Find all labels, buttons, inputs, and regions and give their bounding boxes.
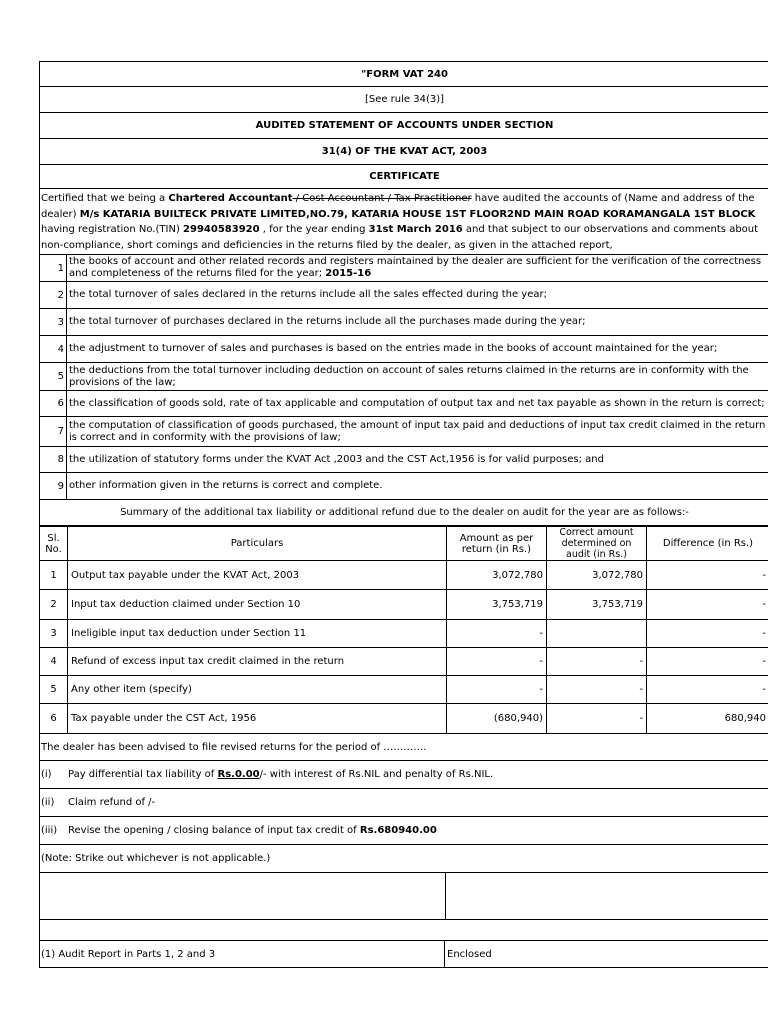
note-line: (Note: Strike out whichever is not applicable.) xyxy=(39,845,768,873)
row-correct xyxy=(547,620,647,648)
enclosure-status: Enclosed xyxy=(447,948,492,960)
item-text: the utilization of statutory forms under the KVAT Act ,2003 and the CST Act,1956 is for valid purposes; and xyxy=(69,453,604,465)
summary-header-row xyxy=(40,527,768,561)
row-sl: 4 xyxy=(40,648,68,676)
statement-title-1: AUDITED STATEMENT OF ACCOUNTS UNDER SECTION xyxy=(39,113,768,139)
certificate-text: Certified that we being a Chartered Accountant / Cost Accountant / Tax Practitioner have audited the accounts of (Name and address of the dealer) M/s KATARIA BUILTECK PRIVATE LIMITED,NO.79, KATARIA HOUSE 1ST FLOOR2ND MAIN ROAD KORAMANGALA 1ST BLOCK having registration No.(TIN) 29940583920 , for the year ending 31st March 2016 and that subject to our observations and comments about non-compliance, short comings and deficiencies in the returns filed by the dealer, as given in the attached report, xyxy=(39,189,768,255)
row-sl: 6 xyxy=(40,704,68,734)
item-number: 1 xyxy=(40,255,67,281)
action-text: Claim refund of /- xyxy=(68,797,156,808)
advice-line: The dealer has been advised to file revised returns for the period of …………. xyxy=(39,734,768,761)
row-difference: - xyxy=(647,676,768,704)
row-particular: Any other item (specify) xyxy=(68,676,447,704)
blank-row xyxy=(39,920,768,941)
action-text: Revise the opening / closing balance of input tax credit of Rs.680940.00 xyxy=(68,825,437,836)
row-particular: Ineligible input tax deduction under Section 11 xyxy=(68,620,447,648)
item-text: the total turnover of purchases declared in the returns include all the purchases made during the year; xyxy=(69,316,586,327)
col-particulars: Particulars xyxy=(68,527,447,561)
summary-row xyxy=(40,676,768,704)
item-number: 4 xyxy=(40,336,67,362)
signature-cell-right xyxy=(446,873,768,919)
action-text: Pay differential tax liability of Rs.0.00/- with interest of Rs.NIL and penalty of Rs.NIL. xyxy=(68,769,494,780)
signature-cell-left xyxy=(40,873,446,919)
row-particular: Input tax deduction claimed under Section 10 xyxy=(68,590,447,620)
enclosure-row xyxy=(39,941,768,968)
item-number: 9 xyxy=(40,473,67,499)
item-number: 5 xyxy=(40,363,67,390)
certificate-items xyxy=(39,255,768,500)
action-line xyxy=(39,761,768,789)
certificate-item xyxy=(39,417,768,447)
certificate-item xyxy=(39,447,768,473)
item-number: 7 xyxy=(40,417,67,446)
row-sl: 1 xyxy=(40,561,68,590)
summary-row xyxy=(40,704,768,734)
row-amount: (680,940) xyxy=(447,704,547,734)
item-number: 8 xyxy=(40,447,67,472)
row-amount: - xyxy=(447,676,547,704)
certificate-item xyxy=(39,336,768,363)
row-sl: 5 xyxy=(40,676,68,704)
action-label: (iii) xyxy=(41,825,58,836)
summary-row xyxy=(40,590,768,620)
row-correct: - xyxy=(547,676,647,704)
row-difference: - xyxy=(647,620,768,648)
item-text: the deductions from the total turnover including deduction on account of sales returns claimed in the returns are in conformity with the provisions of the law; xyxy=(69,364,749,388)
summary-row xyxy=(40,561,768,590)
form-title: "FORM VAT 240 xyxy=(39,61,768,87)
certificate-item xyxy=(39,473,768,500)
row-particular: Output tax payable under the KVAT Act, 2003 xyxy=(68,561,447,590)
signature-row xyxy=(39,873,768,920)
vat-form-sheet xyxy=(39,61,768,968)
row-particular: Tax payable under the CST Act, 1956 xyxy=(68,704,447,734)
action-label: (i) xyxy=(41,769,52,780)
col-amount-return: Amount as per return (in Rs.) xyxy=(447,527,547,561)
item-text: other information given in the returns is correct and complete. xyxy=(69,480,383,491)
row-difference: 680,940 xyxy=(647,704,768,734)
action-label: (ii) xyxy=(41,797,55,808)
row-sl: 2 xyxy=(40,590,68,620)
item-number: 3 xyxy=(40,309,67,335)
row-amount: 3,072,780 xyxy=(447,561,547,590)
summary-row xyxy=(40,648,768,676)
col-sl-no: Sl. No. xyxy=(40,527,68,561)
row-particular: Refund of excess input tax credit claimed in the return xyxy=(68,648,447,676)
row-difference: - xyxy=(647,561,768,590)
row-amount: - xyxy=(447,648,547,676)
row-correct: - xyxy=(547,648,647,676)
certificate-item xyxy=(39,255,768,282)
row-correct: - xyxy=(547,704,647,734)
item-text: the computation of classification of goods purchased, the amount of input tax paid and deductions of input tax credit claimed in the return is correct and in conformity with the provisions of law; xyxy=(69,419,766,443)
certificate-item xyxy=(39,391,768,417)
summary-table xyxy=(39,526,768,734)
item-text: the books of account and other related records and registers maintained by the dealer are sufficient for the verification of the correctness and completeness of the returns filed for the year; 2015-16 xyxy=(69,256,762,279)
action-line xyxy=(39,789,768,817)
row-difference: - xyxy=(647,590,768,620)
certificate-item xyxy=(39,309,768,336)
col-correct-amount: Correct amount determined on audit (in Rs.) xyxy=(547,527,647,561)
certificate-item xyxy=(39,363,768,391)
item-number: 2 xyxy=(40,282,67,308)
statement-title-2: 31(4) OF THE KVAT ACT, 2003 xyxy=(39,139,768,165)
row-difference: - xyxy=(647,648,768,676)
certificate-item xyxy=(39,282,768,309)
item-number: 6 xyxy=(40,391,67,416)
row-correct: 3,753,719 xyxy=(547,590,647,620)
item-text: the classification of goods sold, rate of tax applicable and computation of output tax and net tax payable as shown in the return is correct; xyxy=(69,397,765,409)
summary-row xyxy=(40,620,768,648)
summary-title: Summary of the additional tax liability or additional refund due to the dealer on audit for the year are as follows:- xyxy=(39,500,768,526)
row-correct: 3,072,780 xyxy=(547,561,647,590)
rule-reference: [See rule 34(3)] xyxy=(39,87,768,113)
certificate-heading: CERTIFICATE xyxy=(39,165,768,189)
col-difference: Difference (in Rs.) xyxy=(647,527,768,561)
row-amount: - xyxy=(447,620,547,648)
row-amount: 3,753,719 xyxy=(447,590,547,620)
row-sl: 3 xyxy=(40,620,68,648)
item-text: the adjustment to turnover of sales and purchases is based on the entries made in the books of account maintained for the year; xyxy=(69,343,718,354)
item-text: the total turnover of sales declared in the returns include all the sales effected during the year; xyxy=(69,289,547,300)
action-line xyxy=(39,817,768,845)
enclosure-label: (1) Audit Report in Parts 1, 2 and 3 xyxy=(40,941,445,967)
